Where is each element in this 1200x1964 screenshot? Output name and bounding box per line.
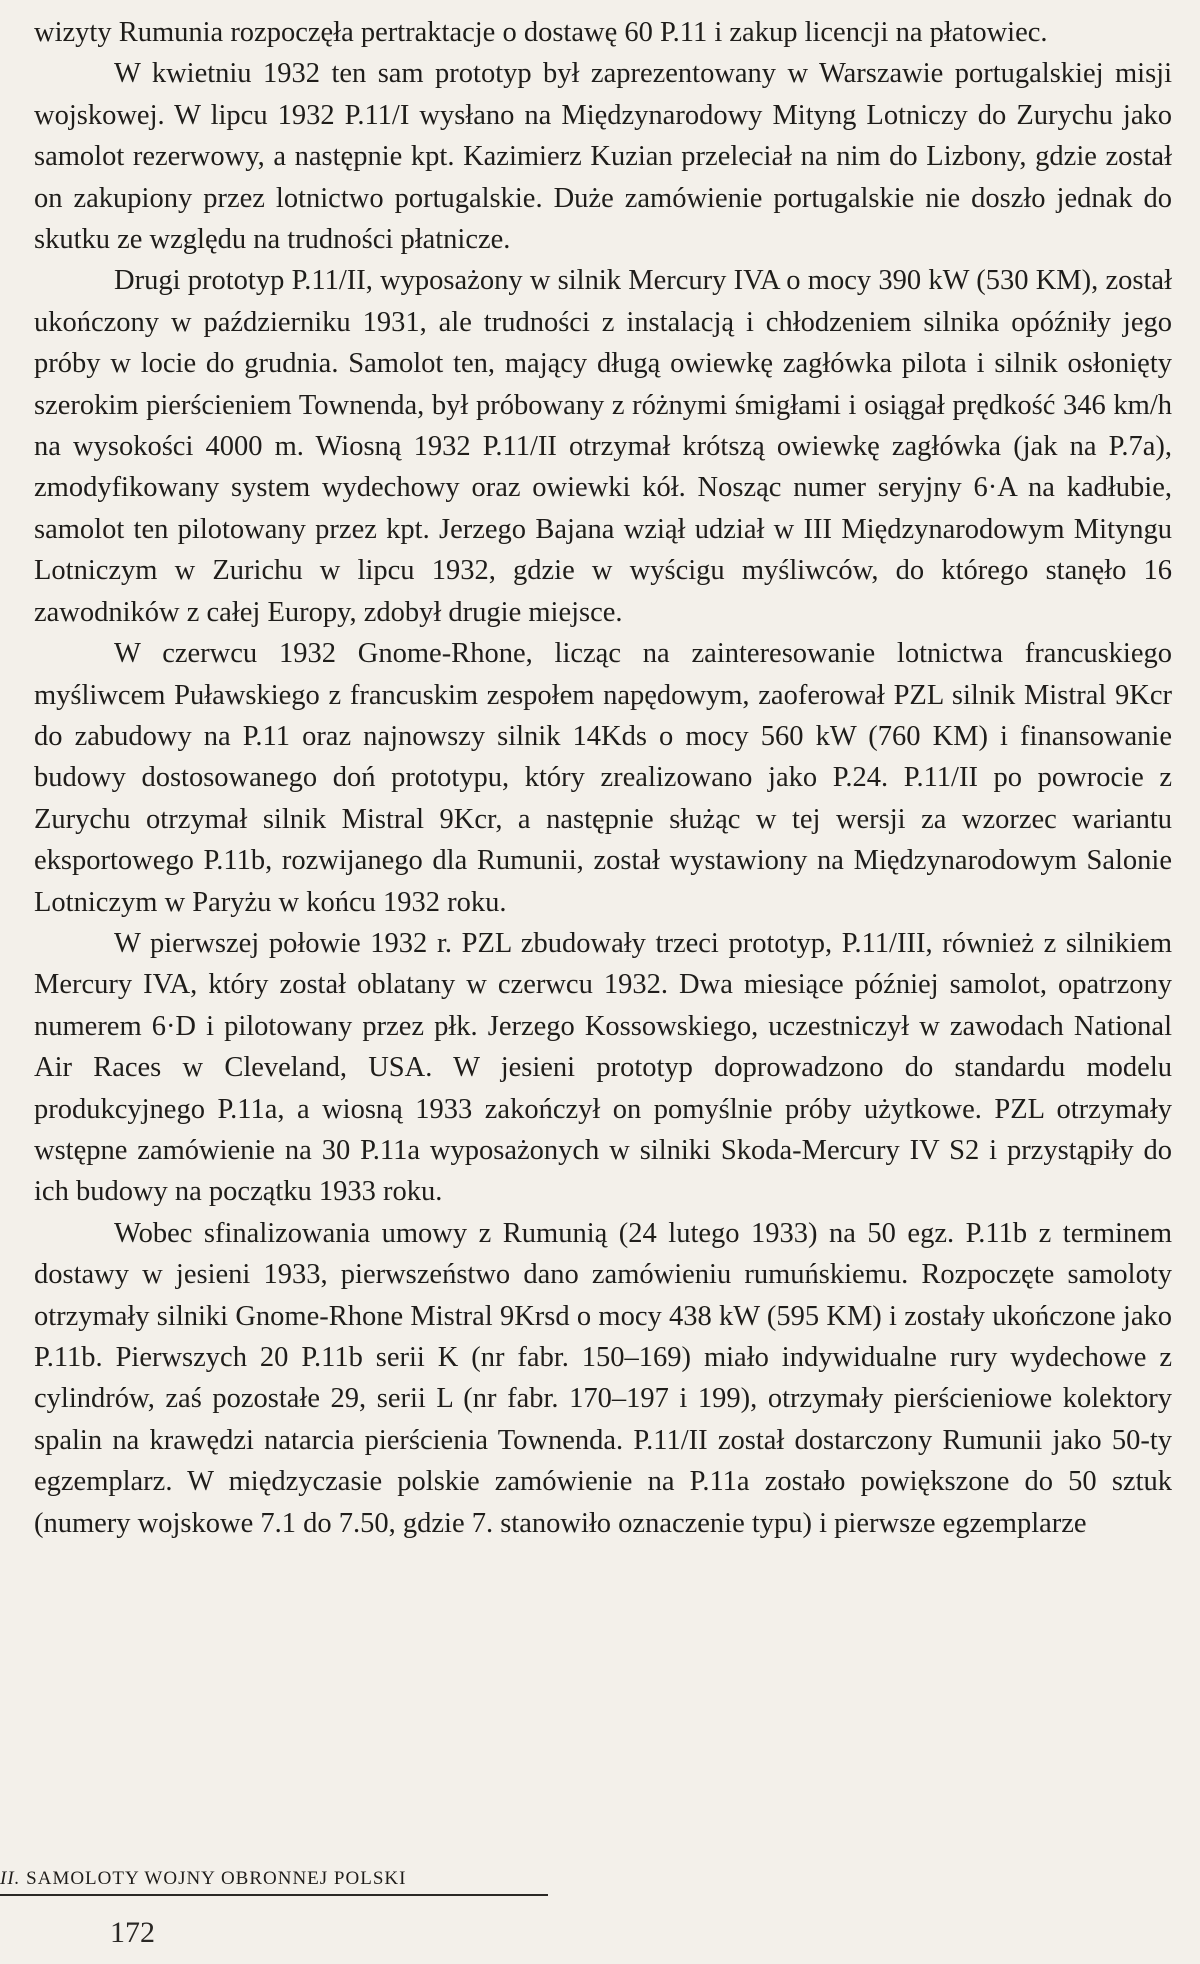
- running-footer: [0, 1868, 406, 1890]
- paragraph-4: W czerwcu 1932 Gnome-Rhone, licząc na zainteresowanie lotnictwa francuskiego myśliwcem Puławskiego z francuskim zespołem napędowym, zaoferował PZL silnik Mistral 9Kcr do zabudowy na P.11 oraz najnowszy silnik 14Kds o mocy 560 kW (760 KM) i finansowanie budowy dostosowanego doń prototypu, który zrealizowano jako P.24. P.11/II po powrocie z Zurychu otrzymał silnik Mistral 9Kcr, a następnie służąc w tej wersji za wzorzec wariantu eksportowego P.11b, rozwijanego dla Rumunii, został wystawiony na Międzynarodowym Salonie Lotniczym w Paryżu w końcu 1932 roku.: [34, 638, 1172, 918]
- section-title: SAMOLOTY WOJNY OBRONNEJ POLSKI: [26, 1868, 407, 1889]
- paragraph-5: W pierwszej połowie 1932 r. PZL zbudowały trzeci prototyp, P.11/III, również z silnikiem Mercury IVA, który został oblatany w czerwcu 1932. Dwa miesiące później samolot, opatrzony numerem 6·D i pilotowany przez płk. Jerzego Kossowskiego, uczestniczył w zawodach National Air Races w Cleveland, USA. W jesieni prototyp doprowadzono do standardu modelu produkcyjnego P.11a, a wiosną 1933 zakończył on pomyślnie próby użytkowe. PZL otrzymały wstępne zamówienie na 30 P.11a wyposażonych w silniki Skoda-Mercury IV S2 i przystąpiły do ich budowy na początku 1933 roku.: [34, 927, 1172, 1208]
- paragraph-1: wizyty Rumunia rozpoczęła pertraktacje o dostawę 60 P.11 i zakup licencji na płatowiec.: [34, 17, 1048, 48]
- page-number: 172: [110, 1916, 155, 1949]
- body-text: [34, 12, 1172, 1544]
- paragraph-6: Wobec sfinalizowania umowy z Rumunią (24 lutego 1933) na 50 egz. P.11b z terminem dostawy w jesieni 1933, pierwszeństwo dano zamówieniu rumuńskiemu. Rozpoczęte samoloty otrzymały silniki Gnome-Rhone Mistral 9Krsd o mocy 438 kW (595 KM) i zostały ukończone jako P.11b. Pierwszych 20 P.11b serii K (nr fabr. 150–169) miało indywidualne rury wydechowe z cylindrów, zaś pozostałe 29, serii L (nr fabr. 170–197 i 199), otrzymały pierścieniowe kolektory spalin na krawędzi natarcia pierścienia Townenda. P.11/II został dostarczony Rumunii jako 50-ty egzemplarz. W międzyczasie polskie zamówienie na P.11a zostało powiększone do 50 sztuk (numery wojskowe 7.1 do 7.50, gdzie 7. stanowiło oznaczenie typu) i pierwsze egzemplarze: [34, 1217, 1172, 1539]
- paragraph-3: Drugi prototyp P.11/II, wyposażony w silnik Mercury IVA o mocy 390 kW (530 KM), został ukończony w październiku 1931, ale trudności z instalacją i chłodzeniem silnika opóźniły jego próby w locie do grudnia. Samolot ten, mający długą owiewkę zagłówka pilota i silnik osłonięty szerokim pierścieniem Townenda, był próbowany z różnymi śmigłami i osiągał prędkość 346 km/h na wysokości 4000 m. Wiosną 1932 P.11/II otrzymał krótszą owiewkę zagłówka (jak na P.7a), zmodyfikowany system wydechowy oraz owiewki kół. Nosząc numer seryjny 6·A na kadłubie, samolot ten pilotowany przez kpt. Jerzego Bajana wziął udział w III Międzynarodowym Mityngu Lotniczym w Zurichu w lipcu 1932, gdzie w wyścigu myśliwców, do którego stanęło 16 zawodników z całej Europy, zdobył drugie miejsce.: [34, 265, 1172, 628]
- section-roman: II.: [0, 1868, 21, 1889]
- paragraph-2: W kwietniu 1932 ten sam prototyp był zaprezentowany w Warszawie portugalskiej misji wojskowej. W lipcu 1932 P.11/I wysłano na Międzynarodowy Mityng Lotniczy do Zurychu jako samolot rezerwowy, a następnie kpt. Kazimierz Kuzian przeleciał na nim do Lizbony, gdzie został on zakupiony przez lotnictwo portugalskie. Duże zamówienie portugalskie nie doszło jednak do skutku ze względu na trudności płatnicze.: [34, 58, 1172, 256]
- footer-rule: [0, 1894, 548, 1896]
